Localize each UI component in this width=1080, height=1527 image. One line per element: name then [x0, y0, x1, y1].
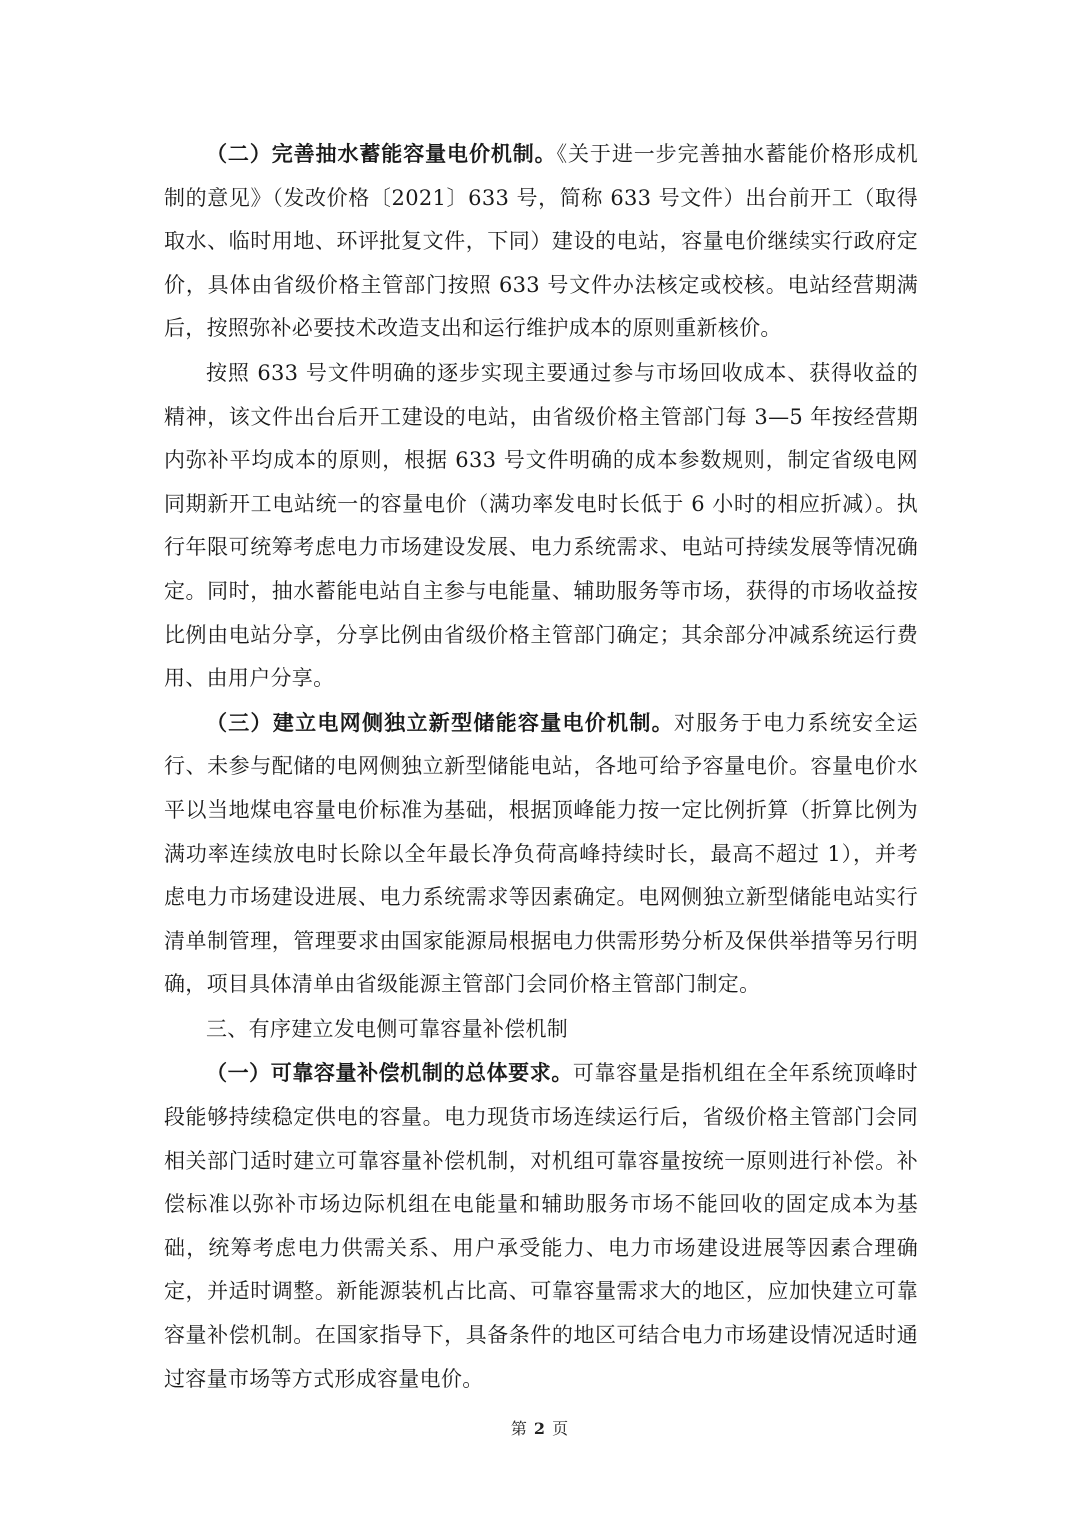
paragraph-text: 可靠容量是指机组在全年系统顶峰时段能够持续稳定供电的容量。电力现货市场连续运行后，省级价格主管部门会同相关部门适时建立可靠容量补偿机制，对机组可靠容量按统一原则进行补偿。补偿标准以弥补市场边际机组在电能量和辅助服务市场不能回收的固定成本为基础，统筹考虑电力供需关系、用户承受能力、电力市场建设进展等因素合理确定，并适时调整。新能源装机占比高、可靠容量需求大的地区，应加快建立可靠容量补偿机制。在国家指导下，具备条件的地区可结合电力市场建设情况适时通过容量市场等方式形成容量电价。 — [164, 1061, 918, 1391]
paragraph-text: 《关于进一步完善抽水蓄能价格形成机制的意见》（发改价格〔2021〕633 号，简称 633 号文件）出台前开工（取得取水、临时用地、环评批复文件，下同）建设的电站，容量电价继续实行政府定价，具体由省级价格主管部门按照 633 号文件办法核定或校核。电站经营期满后，按照弥补必要技术改造支出和运行维护成本的原则重新核价。 — [164, 142, 918, 341]
page-footer — [0, 1416, 1080, 1439]
paragraph-grid-side-storage — [164, 701, 918, 1007]
section-heading — [164, 1007, 918, 1052]
paragraph-text: 按照 633 号文件明确的逐步实现主要通过参与市场回收成本、获得收益的精神，该文件出台后开工建设的电站，由省级价格主管部门每 3—5 年按经营期内弥补平均成本的原则，根据 633 号文件明确的成本参数规则，制定省级电网同期新开工电站统一的容量电价（满功率发电时长低于 6 小时的相应折减）。执行年限可统筹考虑电力市场建设发展、电力系统需求、电站可持续发展等情况确定。同时，抽水蓄能电站自主参与电能量、辅助服务等市场，获得的市场收益按比例由电站分享，分享比例由省级价格主管部门确定；其余部分冲减系统运行费用、由用户分享。 — [164, 360, 918, 691]
document-body — [164, 132, 918, 1401]
paragraph-pumped-storage — [164, 132, 918, 351]
paragraph-text: 对服务于电力系统安全运行、未参与配储的电网侧独立新型储能电站，各地可给予容量电价。容量电价水平以当地煤电容量电价标准为基础，根据顶峰能力按一定比例折算（折算比例为满功率连续放电时长除以全年最长净负荷高峰持续时长，最高不超过 1），并考虑电力市场建设进展、电力系统需求等因素确定。电网侧独立新型储能电站实行清单制管理，管理要求由国家能源局根据电力供需形势分析及保供举措等另行明确，项目具体清单由省级能源主管部门会同价格主管部门制定。 — [164, 710, 918, 997]
paragraph-lead: （一）可靠容量补偿机制的总体要求。 — [206, 1060, 573, 1086]
paragraph-lead: （三）建立电网侧独立新型储能容量电价机制。 — [206, 709, 674, 735]
footer-prefix: 第 — [510, 1419, 528, 1438]
paragraph-reliable-capacity — [164, 1051, 918, 1401]
page-number: 2 — [533, 1419, 547, 1438]
paragraph-633-document — [164, 351, 918, 701]
paragraph-lead: （二）完善抽水蓄能容量电价机制。 — [206, 141, 557, 166]
section-heading-text: 三、有序建立发电侧可靠容量补偿机制 — [206, 1016, 569, 1041]
footer-suffix: 页 — [552, 1419, 570, 1438]
